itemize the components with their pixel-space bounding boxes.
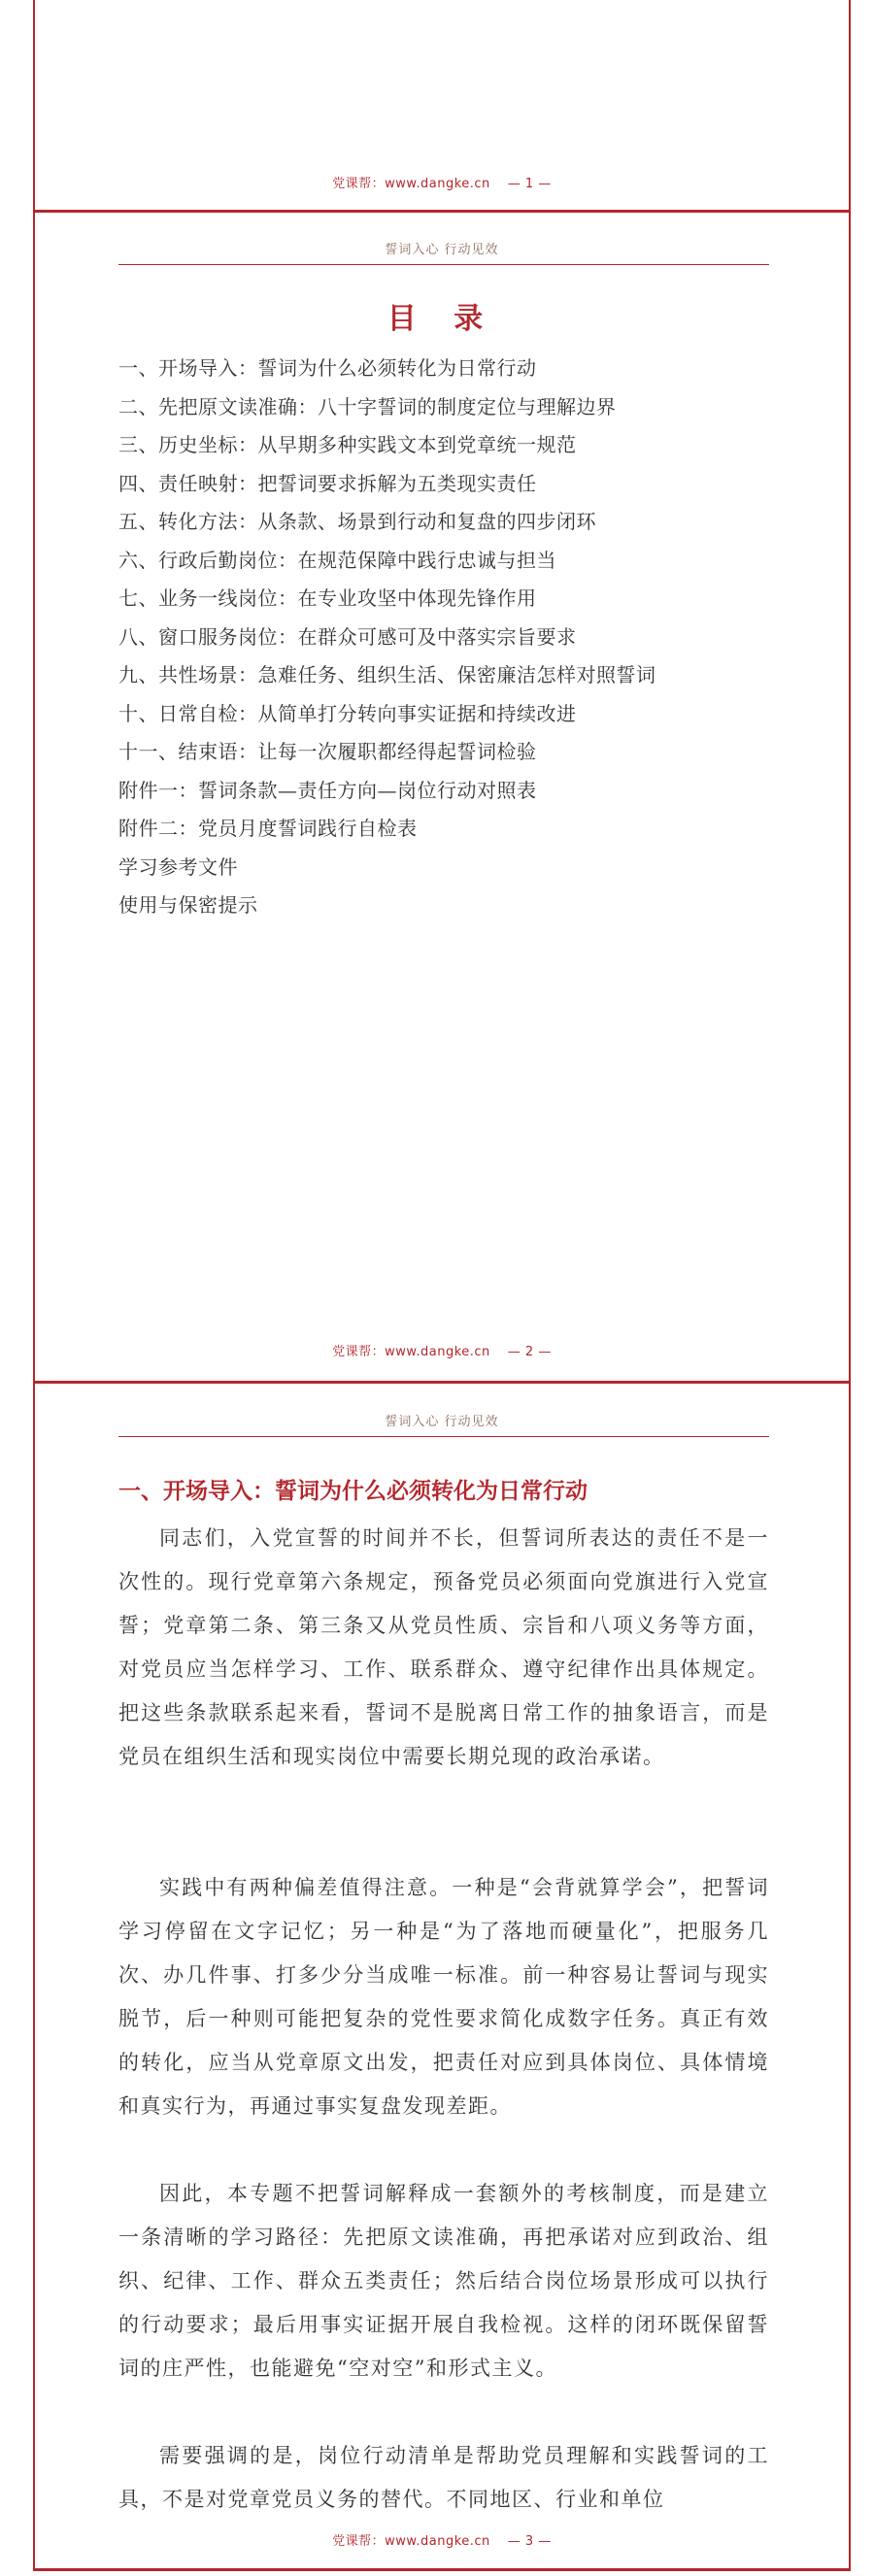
toc-item[interactable]: 二、先把原文读准确：八十字誓词的制度定位与理解边界	[118, 394, 617, 418]
page-header: 誓词入心 行动见效	[385, 1415, 499, 1429]
toc-item[interactable]: 学习参考文件	[118, 854, 238, 879]
body-paragraph: 因此，本专题不把誓词解释成一套额外的考核制度，而是建立一条清晰的学习路径：先把原文读准确，再把承诺对应到政治、组织、纪律、工作、群众五类责任；然后结合岗位场景形成可以执行的行动要求；最后用事实证据开展自我检视。这样的闭环既保留誓词的庄严性，也能避免“空对空”和形式主义。	[118, 2182, 769, 2380]
toc-item[interactable]: 五、转化方法：从条款、场景到行动和复盘的四步闭环	[118, 510, 596, 533]
page-2	[33, 213, 851, 1381]
footer-page-number: — 2 —	[507, 1345, 552, 1359]
toc-item[interactable]: 八、窗口服务岗位：在群众可感可及中落实宗旨要求	[118, 624, 577, 649]
page-3	[33, 1384, 851, 2568]
body-paragraph: 同志们，入党宣誓的时间并不长，但誓词所表达的责任不是一次性的。现行党章第六条规定，预备党员必须面向党旗进行入党宣誓；党章第二条、第三条又从党员性质、宗旨和八项义务等方面，对党员应当怎样学习、工作、联系群众、遵守纪律作出具体规定。把这些条款联系起来看，誓词不是脱离日常工作的抽象语言，而是党员在组织生活和现实岗位中需要长期兑现的政治承诺。	[118, 1526, 769, 1768]
toc-item[interactable]: 四、责任映射：把誓词要求拆解为五类现实责任	[118, 471, 537, 495]
toc-item[interactable]: 一、开场导入：誓词为什么必须转化为日常行动	[118, 356, 537, 380]
section-title: 一、开场导入：誓词为什么必须转化为日常行动	[118, 1479, 588, 1504]
toc-item[interactable]: 附件二：党员月度誓词践行自检表	[118, 817, 418, 840]
footer-site: 党课帮：www.dangke.cn	[332, 2534, 490, 2549]
page-footer	[35, 2530, 849, 2549]
header-rule	[118, 1436, 769, 1437]
page-footer	[35, 173, 849, 191]
toc-item[interactable]: 十、日常自检：从简单打分转向事实证据和持续改进	[118, 701, 577, 725]
toc-list	[118, 350, 656, 925]
toc-item[interactable]: 七、业务一线岗位：在专业攻坚中体现先锋作用	[118, 586, 537, 610]
toc-item[interactable]: 十一、结束语：让每一次履职都经得起誓词检验	[118, 740, 537, 763]
toc-item[interactable]: 三、历史坐标：从早期多种实践文本到党章统一规范	[118, 433, 577, 456]
page-1	[33, 0, 851, 210]
page-separator	[33, 2568, 851, 2571]
footer-page-number: — 1 —	[507, 177, 552, 191]
toc-title: 目 录	[387, 302, 497, 336]
footer-site: 党课帮：www.dangke.cn	[332, 177, 490, 191]
header-rule	[118, 264, 769, 265]
footer-site: 党课帮：www.dangke.cn	[332, 1345, 490, 1359]
page-footer	[35, 1341, 849, 1359]
toc-item[interactable]: 附件一：誓词条款—责任方向—岗位行动对照表	[118, 778, 537, 802]
toc-item[interactable]: 六、行政后勤岗位：在规范保障中践行忠诚与担当	[118, 548, 556, 572]
footer-page-number: — 3 —	[507, 2534, 552, 2549]
toc-item[interactable]: 使用与保密提示	[118, 893, 258, 917]
body-paragraph: 实践中有两种偏差值得注意。一种是“会背就算学会”，把誓词学习停留在文字记忆；另一种是“为了落地而硬量化”，把服务几次、办几件事、打多少分当成唯一标准。前一种容易让誓词与现实脱节，后一种则可能把复杂的党性要求简化成数字任务。真正有效的转化，应当从党章原文出发，把责任对应到具体岗位、具体情境和真实行为，再通过事实复盘发现差距。	[118, 1876, 769, 2118]
toc-item[interactable]: 九、共性场景：急难任务、组织生活、保密廉洁怎样对照誓词	[118, 663, 656, 686]
body-paragraph: 需要强调的是，岗位行动清单是帮助党员理解和实践誓词的工具，不是对党章党员义务的替代。不同地区、行业和单位	[118, 2444, 769, 2511]
page-header: 誓词入心 行动见效	[385, 243, 499, 257]
